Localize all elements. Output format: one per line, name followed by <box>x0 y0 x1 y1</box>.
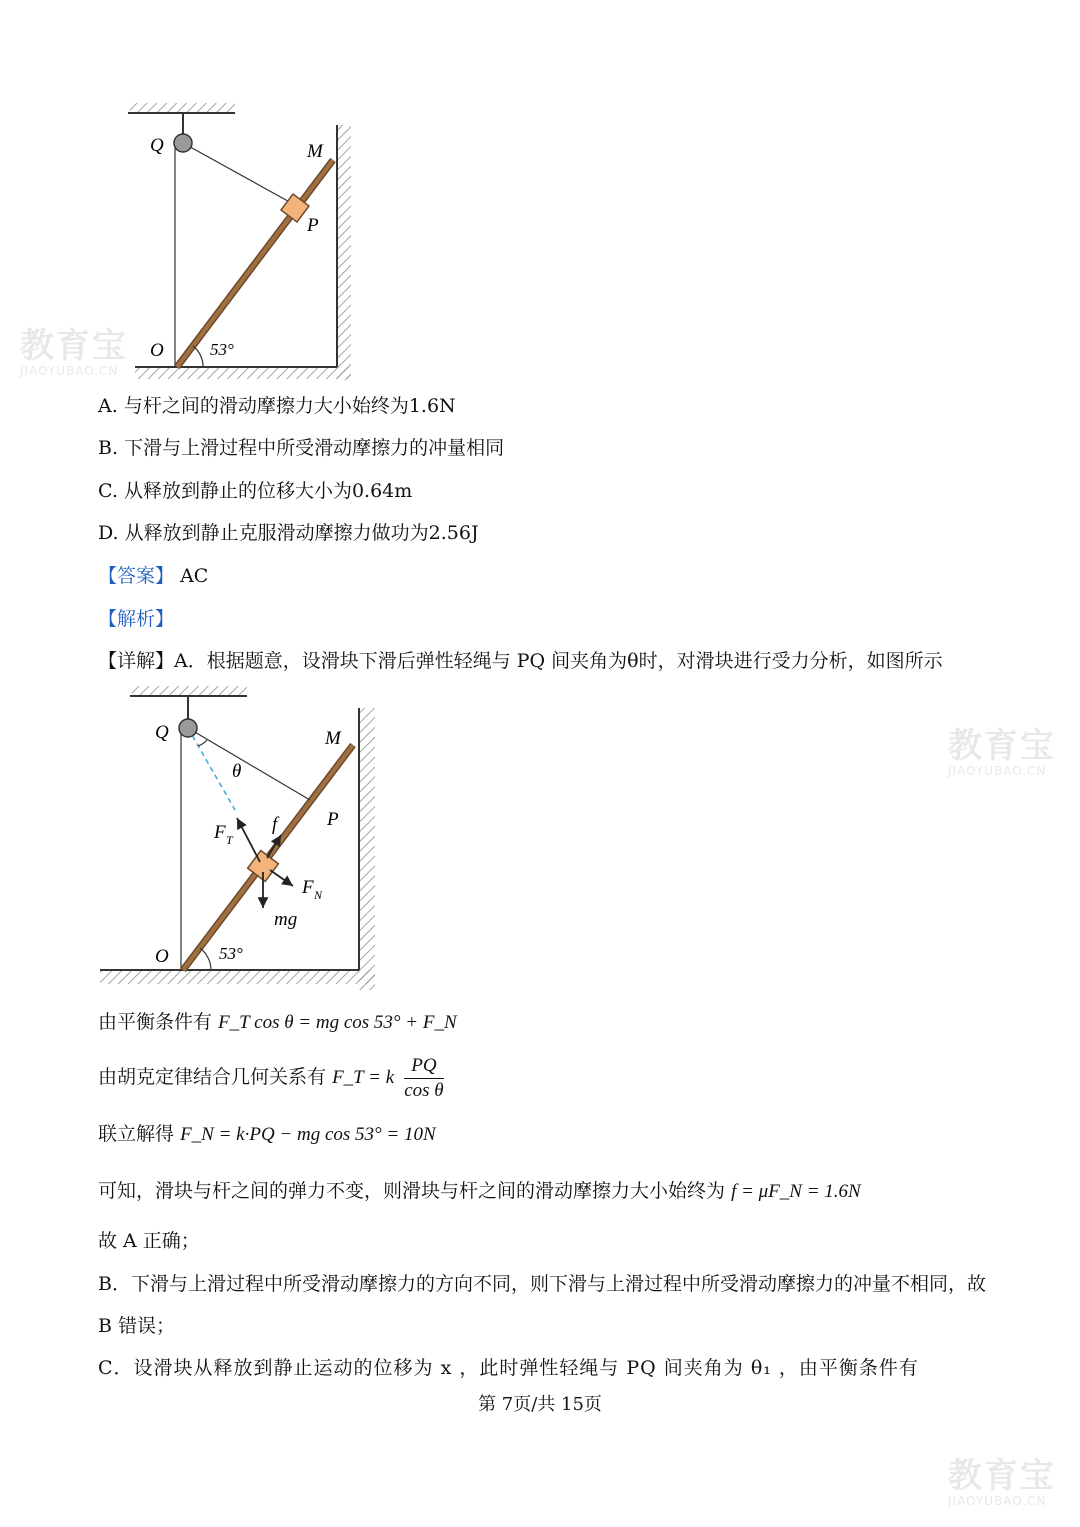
label-o: O <box>155 946 169 967</box>
equation-3: 联立解得 F_N = k·PQ − mg cos 53° = 10N <box>98 1123 436 1145</box>
label-angle: 53° <box>210 340 234 359</box>
answer-label: 【答案】 <box>98 565 175 587</box>
equation-1: 由平衡条件有 F_T cos θ = mg cos 53° + F_N <box>98 1011 457 1033</box>
option-c: C. 从释放到静止的位移大小为0.64m <box>98 480 413 502</box>
pulley <box>174 134 192 152</box>
b-conclusion: B 错误； <box>98 1315 176 1337</box>
watermark-text: 教育宝 <box>948 726 1056 766</box>
figure-2 <box>95 680 385 995</box>
wall-hatch <box>337 125 351 380</box>
rod-inner <box>177 160 333 367</box>
formula-1: F_T cos θ = mg cos 53° + F_N <box>218 1012 457 1033</box>
label-p: P <box>307 215 319 236</box>
option-a: A. 与杆之间的滑动摩擦力大小始终为1.6N <box>98 395 456 417</box>
label-fn: F <box>302 877 314 898</box>
label-q: Q <box>150 135 164 156</box>
label-ft: F <box>214 822 226 843</box>
label-m: M <box>307 141 323 162</box>
pulley <box>179 719 197 737</box>
label-f: f <box>272 814 278 835</box>
watermark-text: 教育宝 <box>948 1456 1056 1496</box>
a-conclusion: 故 A 正确； <box>98 1230 200 1252</box>
detail-text: A．根据题意，设滑块下滑后弹性轻绳与 PQ 间夹角为θ时，对滑块进行受力分析，如图所示 <box>174 650 943 672</box>
option-b: B. 下滑与上滑过程中所受滑动摩擦力的冲量相同 <box>98 437 505 459</box>
floor-hatch <box>135 367 351 379</box>
watermark-text: 教育宝 <box>20 326 128 366</box>
label-m: M <box>325 728 341 749</box>
formula-4: f = μF_N = 1.6N <box>731 1181 861 1202</box>
ceiling-hatch <box>130 103 235 113</box>
answer-value: AC <box>180 565 209 587</box>
label-fn-sub: N <box>314 888 323 902</box>
force-fn <box>270 870 293 886</box>
watermark-url: JIAOYUBAO.CN <box>20 364 119 378</box>
formula-3: F_N = k·PQ − mg cos 53° = 10N <box>180 1124 436 1145</box>
ceiling-hatch <box>132 686 247 696</box>
label-theta: θ <box>232 761 242 782</box>
figure-1 <box>95 95 365 385</box>
angle-arc <box>200 948 211 970</box>
label-q: Q <box>155 722 169 743</box>
floor-hatch <box>100 970 375 984</box>
force-ft <box>237 818 260 862</box>
option-d: D. 从释放到静止克服滑动摩擦力做功为2.56J <box>98 522 479 544</box>
fraction: $\frac{PQ}{\text{cos θ}}$ <box>404 1054 444 1101</box>
watermark-right <box>948 728 1056 778</box>
theta-arc <box>198 740 207 746</box>
page-footer: 第 7页/共 15页 <box>478 1394 602 1415</box>
label-ft-sub: T <box>226 833 233 847</box>
analysis-heading: 【解析】 <box>98 608 175 630</box>
label-o: O <box>150 340 164 361</box>
answer <box>98 563 208 589</box>
equation-4: 可知，滑块与杆之间的弹力不变，则滑块与杆之间的滑动摩擦力大小始终为 f = μF_N = 1.6N <box>98 1180 861 1202</box>
b-explanation: B．下滑与上滑过程中所受滑动摩擦力的方向不同，则下滑与上滑过程中所受滑动摩擦力的冲量不相同，故 <box>98 1273 986 1295</box>
equation-2: 由胡克定律结合几何关系有 F_T = k $\frac{PQ}{\text{cos θ}}$ <box>98 1054 444 1101</box>
rope <box>183 143 295 205</box>
label-mg: mg <box>274 909 298 930</box>
watermark-url: JIAOYUBAO.CN <box>948 764 1047 778</box>
wall-hatch <box>359 708 375 990</box>
detail-intro <box>98 648 943 674</box>
watermark-url: JIAOYUBAO.CN <box>948 1494 1047 1508</box>
rope-dashed <box>188 728 235 810</box>
label-p: P <box>327 809 339 830</box>
c-explanation: C．设滑块从释放到静止运动的位移为 x ，此时弹性轻绳与 PQ 间夹角为 θ₁ ，由平衡条件有 <box>98 1357 919 1379</box>
label-angle: 53° <box>219 944 243 963</box>
rope-original <box>188 728 310 800</box>
detail-label: 【详解】 <box>98 650 175 672</box>
watermark-bottom <box>948 1458 1056 1508</box>
